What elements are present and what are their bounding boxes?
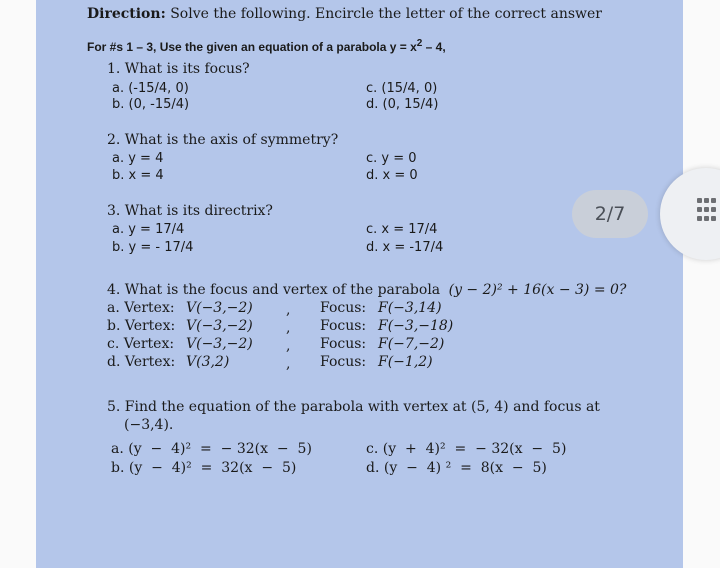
- grid-dots-icon[interactable]: [697, 198, 717, 228]
- q3-option-a: a. y = 17/4: [112, 222, 185, 237]
- q3-question: 3. What is its directrix?: [107, 203, 273, 219]
- direction-line: [87, 6, 602, 22]
- q2-option-a: a. y = 4: [112, 151, 164, 166]
- q4-option-d-vertex: V(3,2): [186, 354, 230, 370]
- q4-option-d-comma: ,: [286, 356, 291, 372]
- q1-option-c: c. (15/4, 0): [366, 81, 438, 96]
- q2-option-d: d. x = 0: [366, 168, 418, 183]
- q3-option-c: c. x = 17/4: [366, 222, 438, 237]
- direction-label: Direction:: [87, 6, 166, 22]
- sub-exponent: 2: [416, 38, 423, 49]
- q4-option-d-letter: d. Vertex:: [107, 354, 176, 370]
- q4-option-d-focus-label: Focus:: [320, 354, 367, 370]
- q1-question: 1. What is its focus?: [107, 61, 250, 77]
- q4-option-b-focus-label: Focus:: [320, 318, 367, 334]
- q4-option-c-focus: F(−7,−2): [378, 336, 445, 352]
- q3-option-b: b. y = - 17/4: [112, 240, 194, 255]
- q1-option-d: d. (0, 15/4): [366, 97, 439, 112]
- q5-question-cont: (−3,4).: [124, 417, 174, 433]
- page-indicator: 2/7: [572, 190, 648, 238]
- q4-option-a-letter: a. Vertex:: [107, 300, 175, 316]
- q2-option-b: b. x = 4: [112, 168, 164, 183]
- sub-instruction: [87, 38, 446, 54]
- q4-option-c-letter: c. Vertex:: [107, 336, 175, 352]
- q5-option-b: b. (y − 4)² = 32(x − 5): [111, 460, 297, 476]
- q1-option-b: b. (0, -15/4): [112, 97, 190, 112]
- q4-option-d-focus: F(−1,2): [378, 354, 433, 370]
- q4-option-b-vertex: V(−3,−2): [186, 318, 253, 334]
- sub-instruction-text: For #s 1 – 3, Use the given an equation of a parabola y = x: [87, 40, 417, 54]
- q4-option-c-comma: ,: [286, 338, 291, 354]
- q4-option-a-focus-label: Focus:: [320, 300, 367, 316]
- sub-instruction-tail: – 4,: [422, 40, 446, 54]
- q3-option-d: d. x = -17/4: [366, 240, 444, 255]
- direction-text: Solve the following. Encircle the letter of the correct answer: [170, 6, 602, 22]
- q4-option-b-letter: b. Vertex:: [107, 318, 176, 334]
- q4-option-a-comma: ,: [286, 302, 291, 318]
- q4-option-b-comma: ,: [286, 320, 291, 336]
- q2-option-c: c. y = 0: [366, 151, 417, 166]
- q1-option-a: a. (-15/4, 0): [112, 81, 189, 96]
- q4-option-b-focus: F(−3,−18): [378, 318, 454, 334]
- q4-option-a-focus: F(−3,14): [378, 300, 442, 316]
- q2-question: 2. What is the axis of symmetry?: [107, 132, 339, 148]
- q5-option-d: d. (y − 4) ² = 8(x − 5): [366, 460, 547, 476]
- q4-option-a-vertex: V(−3,−2): [186, 300, 253, 316]
- q4-question: [107, 282, 626, 298]
- q4-equation: (y − 2)² + 16(x − 3) = 0?: [448, 282, 627, 298]
- q4-option-c-focus-label: Focus:: [320, 336, 367, 352]
- q5-option-c: c. (y + 4)² = − 32(x − 5): [366, 441, 567, 457]
- q5-option-a: a. (y − 4)² = − 32(x − 5): [111, 441, 312, 457]
- q5-question: 5. Find the equation of the parabola with vertex at (5, 4) and focus at: [107, 399, 600, 415]
- q4-option-c-vertex: V(−3,−2): [186, 336, 253, 352]
- q4-question-text: 4. What is the focus and vertex of the parabola: [107, 282, 441, 298]
